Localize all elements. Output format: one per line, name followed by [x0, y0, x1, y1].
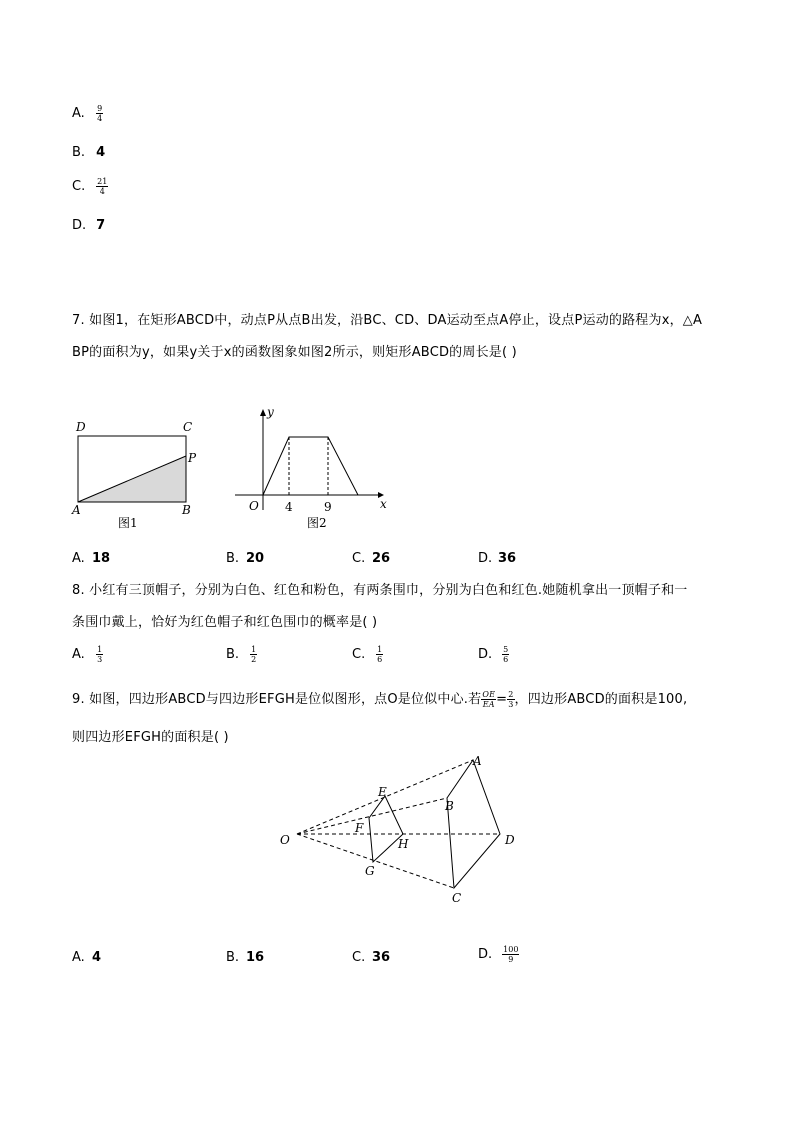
tick-label-9: 9: [324, 500, 332, 514]
q7-option-a: A. 18: [72, 551, 111, 566]
x-label: x: [380, 497, 387, 511]
label-d: D: [76, 420, 86, 434]
q6-option-c: C. $\frac{21}{4}$: [72, 177, 108, 196]
label-e: E: [378, 785, 387, 799]
fraction: $\frac{1}{2}$: [251, 645, 257, 664]
quad-abcd: [447, 760, 500, 888]
fig2-caption: 图2: [307, 516, 327, 530]
q9-stem-line1: 9. 如图，四边形ABCD与四边形EFGH是位似图形，点O是位似中心.若 $\frac{OE}{EA}$ = $\frac{2}{3}$ ，四边形ABCD的面积是100,: [72, 690, 688, 709]
q8-option-d: D. $\frac{5}{6}$: [478, 645, 509, 664]
y-label: y: [267, 405, 274, 419]
q9-homothety-figure: [270, 750, 530, 910]
q8-option-b: B. $\frac{1}{2}$: [226, 645, 257, 664]
q7-option-d: D. 36: [478, 551, 517, 566]
label-a: A: [473, 754, 482, 768]
q9-option-a: A. 4: [72, 950, 102, 965]
label-f: F: [355, 821, 364, 835]
quad-efgh: [369, 796, 403, 862]
q9-option-d: D. $\frac{100}{9}$: [478, 945, 519, 964]
label-h: H: [398, 837, 409, 851]
q6-option-b: B. 4: [72, 145, 106, 160]
fraction: $\frac{9}{4}$: [97, 104, 103, 123]
q7-stem-line2: BP的面积为y，如果y关于x的函数图象如图2所示，则矩形ABCD的周长是( ): [72, 345, 517, 360]
label-a: A: [72, 503, 81, 517]
label-b: B: [182, 503, 191, 517]
q9-option-c: C. 36: [352, 950, 391, 965]
q7-option-b: B. 20: [226, 551, 265, 566]
ratio-value: $\frac{2}{3}$: [508, 690, 514, 709]
origin-label: O: [249, 499, 259, 513]
q9-stem-line2: 则四边形EFGH的面积是( ): [72, 730, 229, 745]
ratio-oe-ea: $\frac{OE}{EA}$: [482, 690, 496, 709]
label-b: B: [445, 799, 454, 813]
tick-label-4: 4: [285, 500, 293, 514]
fraction: $\frac{100}{9}$: [503, 945, 519, 964]
ray-ob: [297, 798, 447, 834]
q8-stem-line1: 8. 小红有三顶帽子，分别为白色、红色和粉色，有两条围巾，分别为白色和红色.她随机拿出一顶帽子和一: [72, 583, 688, 598]
q7-stem-line1: 7. 如图1，在矩形ABCD中，动点P从点B出发，沿BC、CD、DA运动至点A停止，设点P运动的路程为x，△A: [72, 313, 703, 328]
q9-option-b: B. 16: [226, 950, 265, 965]
label-o: O: [280, 833, 290, 847]
y-axis-arrow: [260, 409, 266, 416]
q8-stem-line2: 条围巾戴上，恰好为红色帽子和红色围巾的概率是( ): [72, 615, 378, 630]
ray-oc: [297, 834, 454, 888]
function-graph: [263, 437, 358, 495]
q7-figures: [60, 400, 400, 540]
q6-option-d: D. 7: [72, 218, 106, 233]
label-c: C: [452, 891, 462, 905]
label-c: C: [183, 420, 193, 434]
label-p: P: [188, 451, 197, 465]
label-d: D: [505, 833, 515, 847]
fraction: $\frac{5}{6}$: [503, 645, 509, 664]
q8-option-a: A. $\frac{1}{3}$: [72, 645, 103, 664]
fraction: $\frac{21}{4}$: [97, 177, 108, 196]
fig1-caption: 图1: [118, 516, 138, 530]
fraction: $\frac{1}{3}$: [97, 645, 103, 664]
q8-option-c: C. $\frac{1}{6}$: [352, 645, 383, 664]
label-g: G: [365, 864, 375, 878]
q7-option-c: C. 26: [352, 551, 391, 566]
fraction: $\frac{1}{6}$: [377, 645, 383, 664]
q6-option-a: A. $\frac{9}{4}$: [72, 104, 103, 123]
